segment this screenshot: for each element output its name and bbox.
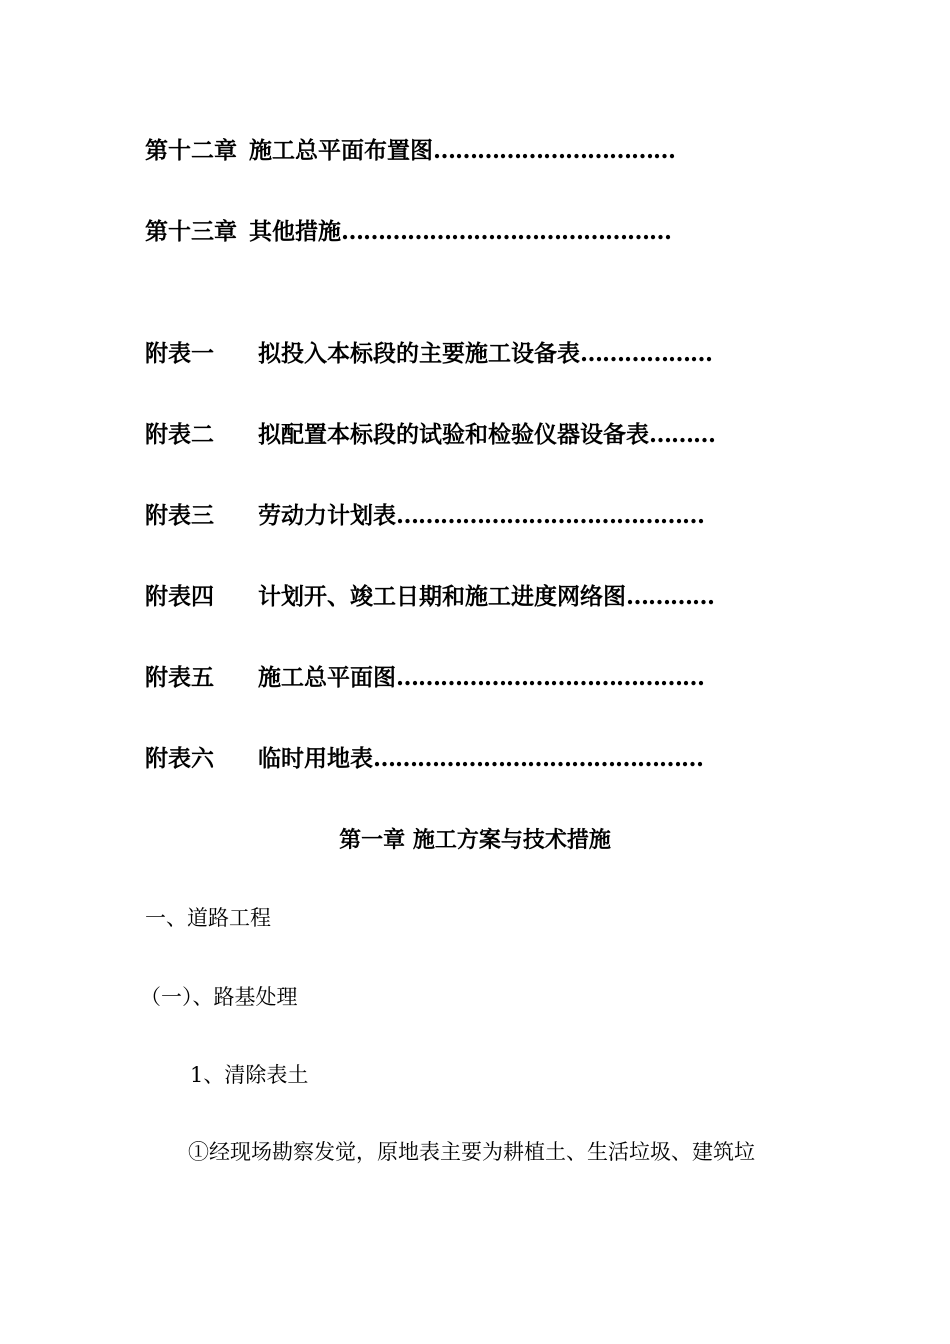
toc-appendix-number: 附表三 xyxy=(145,502,214,529)
toc-entry-appendix-6[interactable] xyxy=(145,742,770,776)
toc-entry-appendix-3[interactable] xyxy=(145,499,770,533)
toc-chapter-number: 第十三章 xyxy=(145,218,237,245)
toc-leader-dots: ………… xyxy=(626,583,714,610)
item-heading: 1、清除表土 xyxy=(190,1063,309,1087)
toc-entry-appendix-1[interactable] xyxy=(145,337,770,371)
toc-appendix-title: 拟配置本标段的试验和检验仪器设备表 xyxy=(258,421,649,448)
toc-appendix-title: 施工总平面图 xyxy=(258,664,396,691)
body-paragraph: ①经现场勘察发觉，原地表主要为耕植土、生活垃圾、建筑垃 xyxy=(188,1140,755,1164)
toc-leader-dots: …………………………………… xyxy=(396,502,704,529)
toc-appendix-title: 计划开、竣工日期和施工进度网络图 xyxy=(258,583,626,610)
toc-leader-dots: ……………… xyxy=(580,340,712,367)
toc-leader-dots: …………………………… xyxy=(433,137,675,164)
section-heading: 一、道路工程 xyxy=(145,906,271,930)
subsection-heading: （一）、路基处理 xyxy=(140,985,298,1009)
toc-chapter-title: 其他措施 xyxy=(249,218,341,245)
toc-entry-appendix-5[interactable] xyxy=(145,661,770,695)
toc-entry-appendix-2[interactable] xyxy=(145,418,770,452)
toc-appendix-number: 附表五 xyxy=(145,664,214,691)
toc-leader-dots: ……………………………………… xyxy=(373,745,703,772)
toc-appendix-number: 附表六 xyxy=(145,745,214,772)
toc-chapter-number: 第十二章 xyxy=(145,137,237,164)
toc-chapter-title: 施工总平面布置图 xyxy=(249,137,433,164)
toc-appendix-number: 附表一 xyxy=(145,340,214,367)
toc-appendix-title: 拟投入本标段的主要施工设备表 xyxy=(258,340,580,367)
toc-appendix-number: 附表四 xyxy=(145,583,214,610)
toc-entry-chapter-13[interactable] xyxy=(145,215,770,249)
toc-leader-dots: ……… xyxy=(649,421,715,448)
toc-appendix-title: 劳动力计划表 xyxy=(258,502,396,529)
toc-appendix-title: 临时用地表 xyxy=(258,745,373,772)
toc-entry-appendix-4[interactable] xyxy=(145,580,770,614)
toc-leader-dots: ……………………………………… xyxy=(341,218,671,245)
toc-entry-chapter-12[interactable] xyxy=(145,134,770,168)
toc-appendix-number: 附表二 xyxy=(145,421,214,448)
chapter-heading: 第一章 施工方案与技术措施 xyxy=(339,827,611,853)
toc-leader-dots: …………………………………… xyxy=(396,664,704,691)
